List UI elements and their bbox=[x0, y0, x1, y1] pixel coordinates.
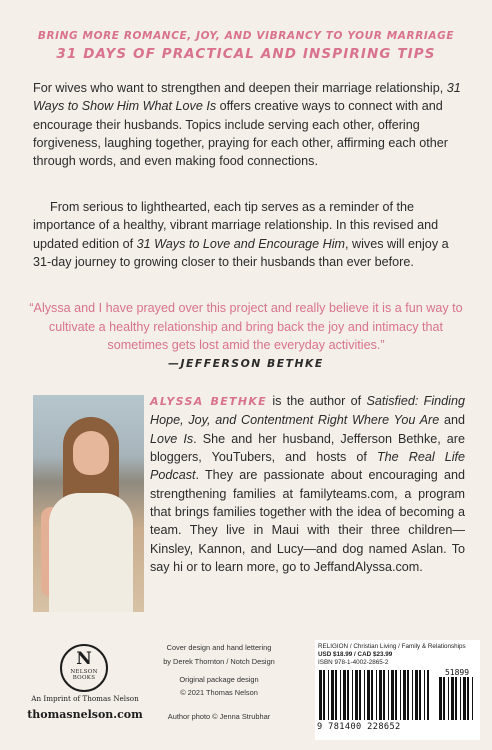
bio-text: and bbox=[439, 413, 465, 428]
bio-text: . They are passionate about encouraging and strengthening families at familyteams.com, a program that brings families together with the idea of becoming a team. They live in Maui with their three children—Kinsley, Kannon, and Lucy—and dog named Aslan. To say hi or to learn more, go to JeffandAlyssa.com. bbox=[150, 468, 465, 575]
barcode-addon-bars bbox=[439, 677, 475, 720]
barcode-box bbox=[315, 640, 480, 740]
credit-line: Original package design bbox=[179, 675, 259, 684]
barcode-bar bbox=[448, 677, 449, 720]
author-name: ALYSSA BETHKE bbox=[150, 395, 267, 408]
barcode-bar bbox=[328, 670, 329, 720]
book-category: RELIGION / Christian Living / Family & Relationships bbox=[318, 643, 466, 650]
book-title: 31 Ways to Love and Encourage Him bbox=[136, 236, 346, 251]
description-text: From serious to lighthearted, each tip serves as a reminder of the importance of a healthy, vibrant marriage relationship. In this revised and updated edition of bbox=[33, 200, 439, 251]
barcode-bar bbox=[347, 670, 349, 720]
barcode-bar bbox=[395, 670, 397, 720]
author-bio bbox=[150, 392, 465, 576]
description-text: offers creative ways to connect with and encourage their husbands. Topics include serving each other, offering forgiveness, laughing together, praying for each other, affirming each other through words, and even making food connections. bbox=[33, 99, 448, 169]
barcode-bar bbox=[391, 670, 394, 720]
publisher-website: thomasnelson.com bbox=[27, 708, 143, 721]
barcode-addon-digits: 51899 bbox=[444, 668, 470, 677]
quote-author: —JEFFERSON BETHKE bbox=[168, 357, 324, 370]
barcode-bar bbox=[443, 677, 445, 720]
credit-line: Cover design and hand lettering bbox=[166, 643, 272, 652]
book-title: 31 Ways to Show Him What Love Is bbox=[33, 81, 461, 114]
endorsement-quote: “Alyssa and I have prayed over this project and really believe it is a fun way to cultivate a healthy relationship and bring back the joy and intimacy that sometimes gets lost amid the everyday activities.” bbox=[29, 301, 463, 353]
book-isbn: ISBN 978-1-4002-2865-2 bbox=[318, 659, 389, 666]
barcode-bar bbox=[376, 670, 377, 720]
publisher-imprint: An Imprint of Thomas Nelson bbox=[31, 694, 139, 703]
logo-line-2: BOOKS bbox=[72, 675, 96, 681]
description-paragraph-2 bbox=[33, 198, 463, 271]
barcode-bar bbox=[343, 670, 346, 720]
barcode-bar bbox=[331, 670, 334, 720]
barcode-bar bbox=[460, 677, 461, 720]
barcode-bar bbox=[352, 670, 353, 720]
description-text: For wives who want to strengthen and deepen their marriage relationship, bbox=[33, 81, 447, 95]
podcast-title: The Real Life Podcast bbox=[150, 450, 466, 483]
logo-letter: N bbox=[76, 649, 92, 669]
barcode-bar bbox=[463, 677, 466, 720]
barcode-bar bbox=[424, 670, 425, 720]
book-title: Love Is bbox=[150, 431, 194, 446]
bio-text: is the author of bbox=[266, 394, 367, 408]
barcode-bar bbox=[412, 670, 413, 720]
barcode-bar bbox=[323, 670, 325, 720]
credit-line: Author photo © Jenna Strubhar bbox=[167, 712, 271, 721]
barcode-bar bbox=[472, 677, 473, 720]
barcode-bar bbox=[359, 670, 361, 720]
logo-line-1: NELSON bbox=[70, 669, 98, 675]
barcode-bar bbox=[467, 677, 469, 720]
barcode-bar bbox=[355, 670, 358, 720]
headline-tagline: BRING MORE ROMANCE, JOY, AND VIBRANCY TO YOUR MARRIAGE bbox=[37, 30, 455, 42]
bio-text: . She and her husband, Jefferson Bethke, are bloggers, YouTubers, and hosts of bbox=[150, 431, 465, 465]
barcode-bar bbox=[415, 670, 418, 720]
barcode-bar bbox=[319, 670, 322, 720]
barcode-bar bbox=[379, 670, 382, 720]
barcode-bar bbox=[427, 670, 429, 720]
publisher-logo bbox=[60, 644, 108, 692]
author-photo bbox=[33, 395, 144, 612]
barcode-bars bbox=[319, 670, 429, 720]
barcode-bar bbox=[335, 670, 337, 720]
barcode-digits: 9 781400 228652 bbox=[317, 722, 401, 732]
headline-main: 31 DAYS OF PRACTICAL AND INSPIRING TIPS bbox=[56, 46, 436, 62]
barcode-bar bbox=[400, 670, 401, 720]
description-text: , wives will enjoy a 31-day journey to growing closer to their husbands than ever before. bbox=[33, 236, 449, 269]
barcode-bar bbox=[455, 677, 457, 720]
barcode-bar bbox=[403, 670, 406, 720]
barcode-bar bbox=[439, 677, 442, 720]
book-title: Satisfied: Finding Hope, Joy, and Contentment Right Where You Are bbox=[150, 394, 465, 428]
description-paragraph-1 bbox=[33, 79, 463, 170]
credit-line: by Derek Thornton / Notch Design bbox=[163, 657, 275, 666]
barcode-bar bbox=[383, 670, 385, 720]
barcode-bar bbox=[371, 670, 373, 720]
barcode-bar bbox=[388, 670, 389, 720]
barcode-bar bbox=[419, 670, 421, 720]
barcode-bar bbox=[364, 670, 365, 720]
barcode-bar bbox=[340, 670, 341, 720]
barcode-bar bbox=[367, 670, 370, 720]
credit-line: © 2021 Thomas Nelson bbox=[180, 688, 258, 697]
book-price: USD $18.99 / CAD $23.99 bbox=[318, 651, 393, 658]
barcode-bar bbox=[407, 670, 409, 720]
barcode-bar bbox=[451, 677, 454, 720]
